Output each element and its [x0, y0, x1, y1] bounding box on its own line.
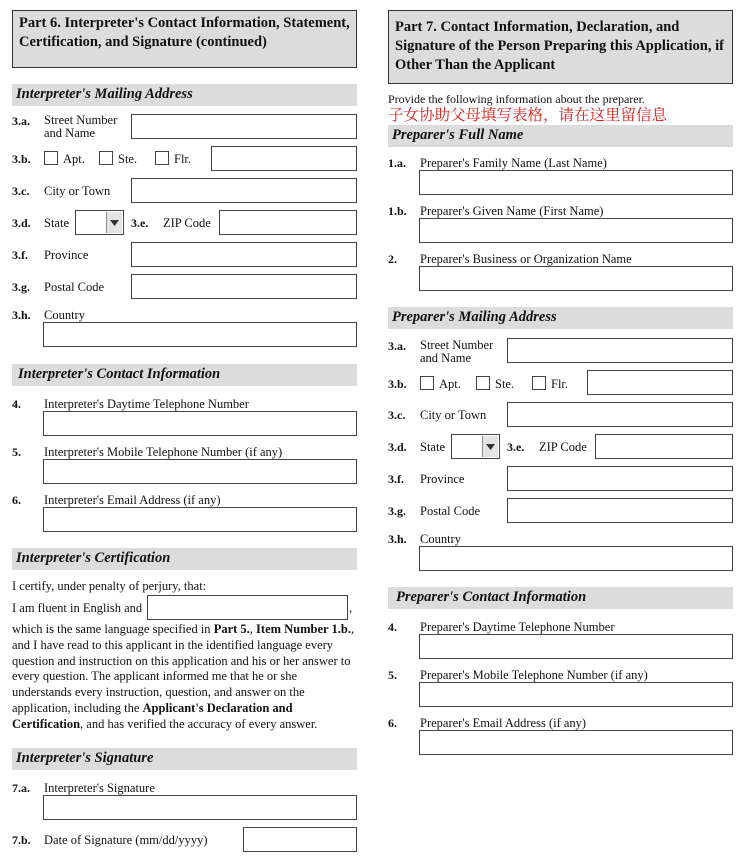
certification-paragraph	[12, 622, 357, 733]
field-number: 4.	[12, 397, 21, 411]
preparer-ste-checkbox[interactable]	[476, 376, 490, 390]
apt-label: Apt.	[63, 152, 85, 166]
preparer-mailing-heading: Preparer's Mailing Address	[388, 307, 733, 329]
interpreter-city-input[interactable]	[131, 178, 357, 203]
preparer-postal-input[interactable]	[507, 498, 733, 523]
field-number: 3.b.	[388, 377, 407, 391]
state-label: State	[420, 440, 445, 454]
preparer-apt-checkbox[interactable]	[420, 376, 434, 390]
signature-date-input[interactable]	[243, 827, 357, 852]
ste-label: Ste.	[118, 152, 138, 166]
interpreter-state-select[interactable]	[75, 210, 124, 235]
zip-label: ZIP Code	[539, 440, 587, 454]
preparer-zip-input[interactable]	[595, 434, 733, 459]
ste-label: Ste.	[495, 377, 515, 391]
business-name-label: Preparer's Business or Organization Name	[420, 252, 632, 266]
field-number: 3.d.	[12, 216, 31, 230]
field-number: 3.f.	[388, 472, 404, 486]
field-number: 3.h.	[12, 308, 31, 322]
field-number: 3.g.	[388, 504, 406, 518]
preparer-contact-heading: Preparer's Contact Information	[388, 587, 733, 609]
province-label: Province	[44, 248, 89, 262]
field-number: 3.e.	[507, 440, 525, 454]
province-label: Province	[420, 472, 465, 486]
field-number: 3.d.	[388, 440, 407, 454]
preparer-mobile-phone-input[interactable]	[419, 682, 733, 707]
street-label: Street Number and Name	[44, 113, 118, 140]
chinese-annotation: 子女协助父母填写表格，请在这里留信息	[388, 106, 668, 124]
preparer-city-input[interactable]	[507, 402, 733, 427]
fluent-statement: I am fluent in English and	[12, 601, 143, 615]
interpreter-contact-heading: Interpreter's Contact Information	[12, 364, 357, 386]
cert-text: , and I have read to this applicant in the identified language every question and instruction on this application and his or her answer to every question. The applicant informed me that he or she understands every instruction, question, and answer on the application, including the	[12, 622, 355, 715]
preparer-street-input[interactable]	[507, 338, 733, 363]
chevron-down-icon[interactable]	[482, 436, 498, 457]
interpreter-signature-heading: Interpreter's Signature	[12, 748, 357, 770]
field-number: 3.c.	[12, 184, 30, 198]
postal-label: Postal Code	[44, 280, 105, 294]
certification-intro: I certify, under penalty of perjury, that:	[12, 579, 207, 593]
cert-text: , and has verified the accuracy of every answer.	[80, 716, 318, 731]
city-label: City or Town	[420, 408, 487, 422]
country-label: Country	[420, 532, 461, 546]
part6-title: Part 6. Interpreter's Contact Information, Statement, Certification, and Signature (continued)	[12, 10, 357, 68]
part7-title: Part 7. Contact Information, Declaration, and Signature of the Person Preparing this Application, if Other Than the Applicant	[388, 10, 733, 84]
field-number: 3.c.	[388, 408, 406, 422]
chevron-down-icon[interactable]	[106, 212, 122, 233]
zip-label: ZIP Code	[163, 216, 211, 230]
interpreter-zip-input[interactable]	[219, 210, 357, 235]
field-number: 5.	[12, 445, 21, 459]
date-label: Date of Signature (mm/dd/yyyy)	[44, 833, 208, 847]
preparer-family-name-input[interactable]	[419, 170, 733, 195]
interpreter-postal-input[interactable]	[131, 274, 357, 299]
interpreter-country-input[interactable]	[43, 322, 357, 347]
signature-label: Interpreter's Signature	[44, 781, 155, 795]
preparer-flr-checkbox[interactable]	[532, 376, 546, 390]
field-number: 6.	[388, 716, 397, 730]
state-label: State	[44, 216, 69, 230]
field-number: 3.b.	[12, 152, 31, 166]
field-number: 5.	[388, 668, 397, 682]
flr-label: Flr.	[174, 152, 192, 166]
language-input[interactable]	[147, 595, 348, 620]
flr-label: Flr.	[551, 377, 569, 391]
cert-text: ,	[249, 622, 257, 636]
field-number: 1.a.	[388, 156, 406, 170]
field-number: 3.h.	[388, 532, 407, 546]
cert-item-ref: Item Number 1.b.	[256, 622, 351, 636]
field-number: 3.e.	[131, 216, 149, 230]
preparer-email-input[interactable]	[419, 730, 733, 755]
field-number: 2.	[388, 252, 397, 266]
field-number: 3.a.	[12, 114, 30, 128]
preparer-business-input[interactable]	[419, 266, 733, 291]
preparer-given-name-input[interactable]	[419, 218, 733, 243]
field-number: 3.f.	[12, 248, 28, 262]
field-number: 7.b.	[12, 833, 31, 847]
email-label: Interpreter's Email Address (if any)	[44, 493, 221, 507]
family-name-label: Preparer's Family Name (Last Name)	[420, 156, 607, 170]
field-number: 7.a.	[12, 781, 30, 795]
preparer-country-input[interactable]	[419, 546, 733, 571]
preparer-province-input[interactable]	[507, 466, 733, 491]
postal-label: Postal Code	[420, 504, 481, 518]
preparer-daytime-phone-input[interactable]	[419, 634, 733, 659]
interpreter-mobile-phone-input[interactable]	[43, 459, 357, 484]
field-number: 3.a.	[388, 339, 406, 353]
preparer-intro: Provide the following information about the preparer.	[388, 92, 645, 106]
interpreter-flr-checkbox[interactable]	[155, 151, 169, 165]
preparer-name-heading: Preparer's Full Name	[388, 125, 733, 147]
interpreter-daytime-phone-input[interactable]	[43, 411, 357, 436]
interpreter-certification-heading: Interpreter's Certification	[12, 548, 357, 570]
cert-declaration-ref: Applicant's Declaration and Certification	[12, 700, 293, 731]
interpreter-province-input[interactable]	[131, 242, 357, 267]
interpreter-email-input[interactable]	[43, 507, 357, 532]
email-label: Preparer's Email Address (if any)	[420, 716, 587, 730]
daytime-phone-label: Preparer's Daytime Telephone Number	[420, 620, 615, 634]
field-number: 4.	[388, 620, 397, 634]
interpreter-mailing-heading: Interpreter's Mailing Address	[12, 84, 357, 106]
interpreter-ste-checkbox[interactable]	[99, 151, 113, 165]
mobile-phone-label: Interpreter's Mobile Telephone Number (if any)	[44, 445, 283, 459]
given-name-label: Preparer's Given Name (First Name)	[420, 204, 604, 218]
interpreter-unit-input[interactable]	[211, 146, 357, 171]
country-label: Country	[44, 308, 85, 322]
field-number: 3.g.	[12, 280, 30, 294]
field-number: 1.b.	[388, 204, 407, 218]
preparer-state-select[interactable]	[451, 434, 500, 459]
daytime-phone-label: Interpreter's Daytime Telephone Number	[44, 397, 249, 411]
cert-part-ref: Part 5.	[213, 622, 250, 636]
field-number: 6.	[12, 493, 21, 507]
apt-label: Apt.	[439, 377, 461, 391]
comma: ,	[349, 601, 353, 615]
mobile-phone-label: Preparer's Mobile Telephone Number (if any)	[420, 668, 648, 682]
interpreter-street-input[interactable]	[131, 114, 357, 139]
cert-text: which is the same language specified in	[12, 622, 214, 636]
interpreter-apt-checkbox[interactable]	[44, 151, 58, 165]
preparer-unit-input[interactable]	[587, 370, 733, 395]
city-label: City or Town	[44, 184, 111, 198]
street-label: Street Number and Name	[420, 338, 494, 365]
interpreter-signature-input[interactable]	[43, 795, 357, 820]
